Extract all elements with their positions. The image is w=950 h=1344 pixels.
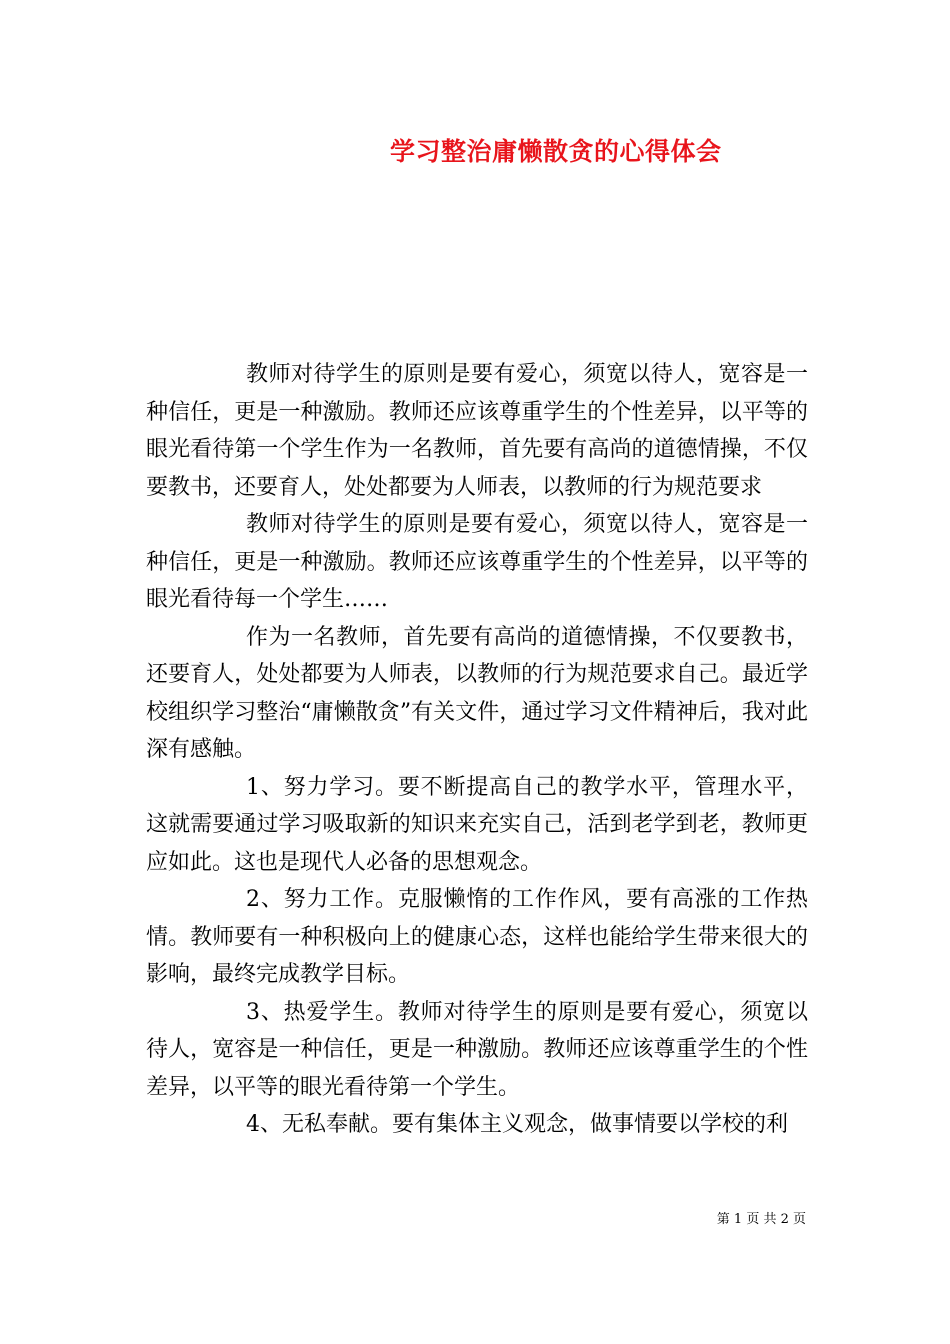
paragraph: 教师对待学生的原则是要有爱心，须宽以待人，宽容是一种信任，更是一种激励。教师还应该尊重学生的个性差异，以平等的眼光看待第一个学生作为一名教师，首先要有高尚的道德情操，不仅要教书，还要育人，处处都要为人师表，以教师的行为规范要求 (146, 362, 808, 500)
paragraph: 3、热爱学生。教师对待学生的原则是要有爱心，须宽以待人，宽容是一种信任，更是一种激励。教师还应该尊重学生的个性差异，以平等的眼光看待第一个学生。 (146, 999, 808, 1100)
paragraph: 作为一名教师，首先要有高尚的道德情操，不仅要教书，还要育人，处处都要为人师表，以教师的行为规范要求自己。最近学校组织学习整治“庸懒散贪”有关文件，通过学习文件精神后，我对此深有感触。 (146, 624, 808, 762)
document-body (146, 356, 808, 1144)
paragraph: 4、无私奉献。要有集体主义观念，做事情要以学校的利 (246, 1112, 788, 1137)
paragraph: 教师对待学生的原则是要有爱心，须宽以待人，宽容是一种信任，更是一种激励。教师还应该尊重学生的个性差异，以平等的眼光看待每一个学生…… (146, 512, 808, 612)
paragraph: 2、努力工作。克服懒惰的工作作风，要有高涨的工作热情。教师要有一种积极向上的健康心态，这样也能给学生带来很大的影响，最终完成教学目标。 (146, 887, 808, 987)
page-number-footer: 第 1 页 共 2 页 (716, 1212, 806, 1227)
paragraph: 1、努力学习。要不断提高自己的教学水平，管理水平，这就需要通过学习吸取新的知识来充实自己，活到老学到老，教师更应如此。这也是现代人必备的思想观念。 (146, 774, 808, 875)
document-title: 学习整治庸懒散贪的心得体会 (390, 137, 722, 166)
